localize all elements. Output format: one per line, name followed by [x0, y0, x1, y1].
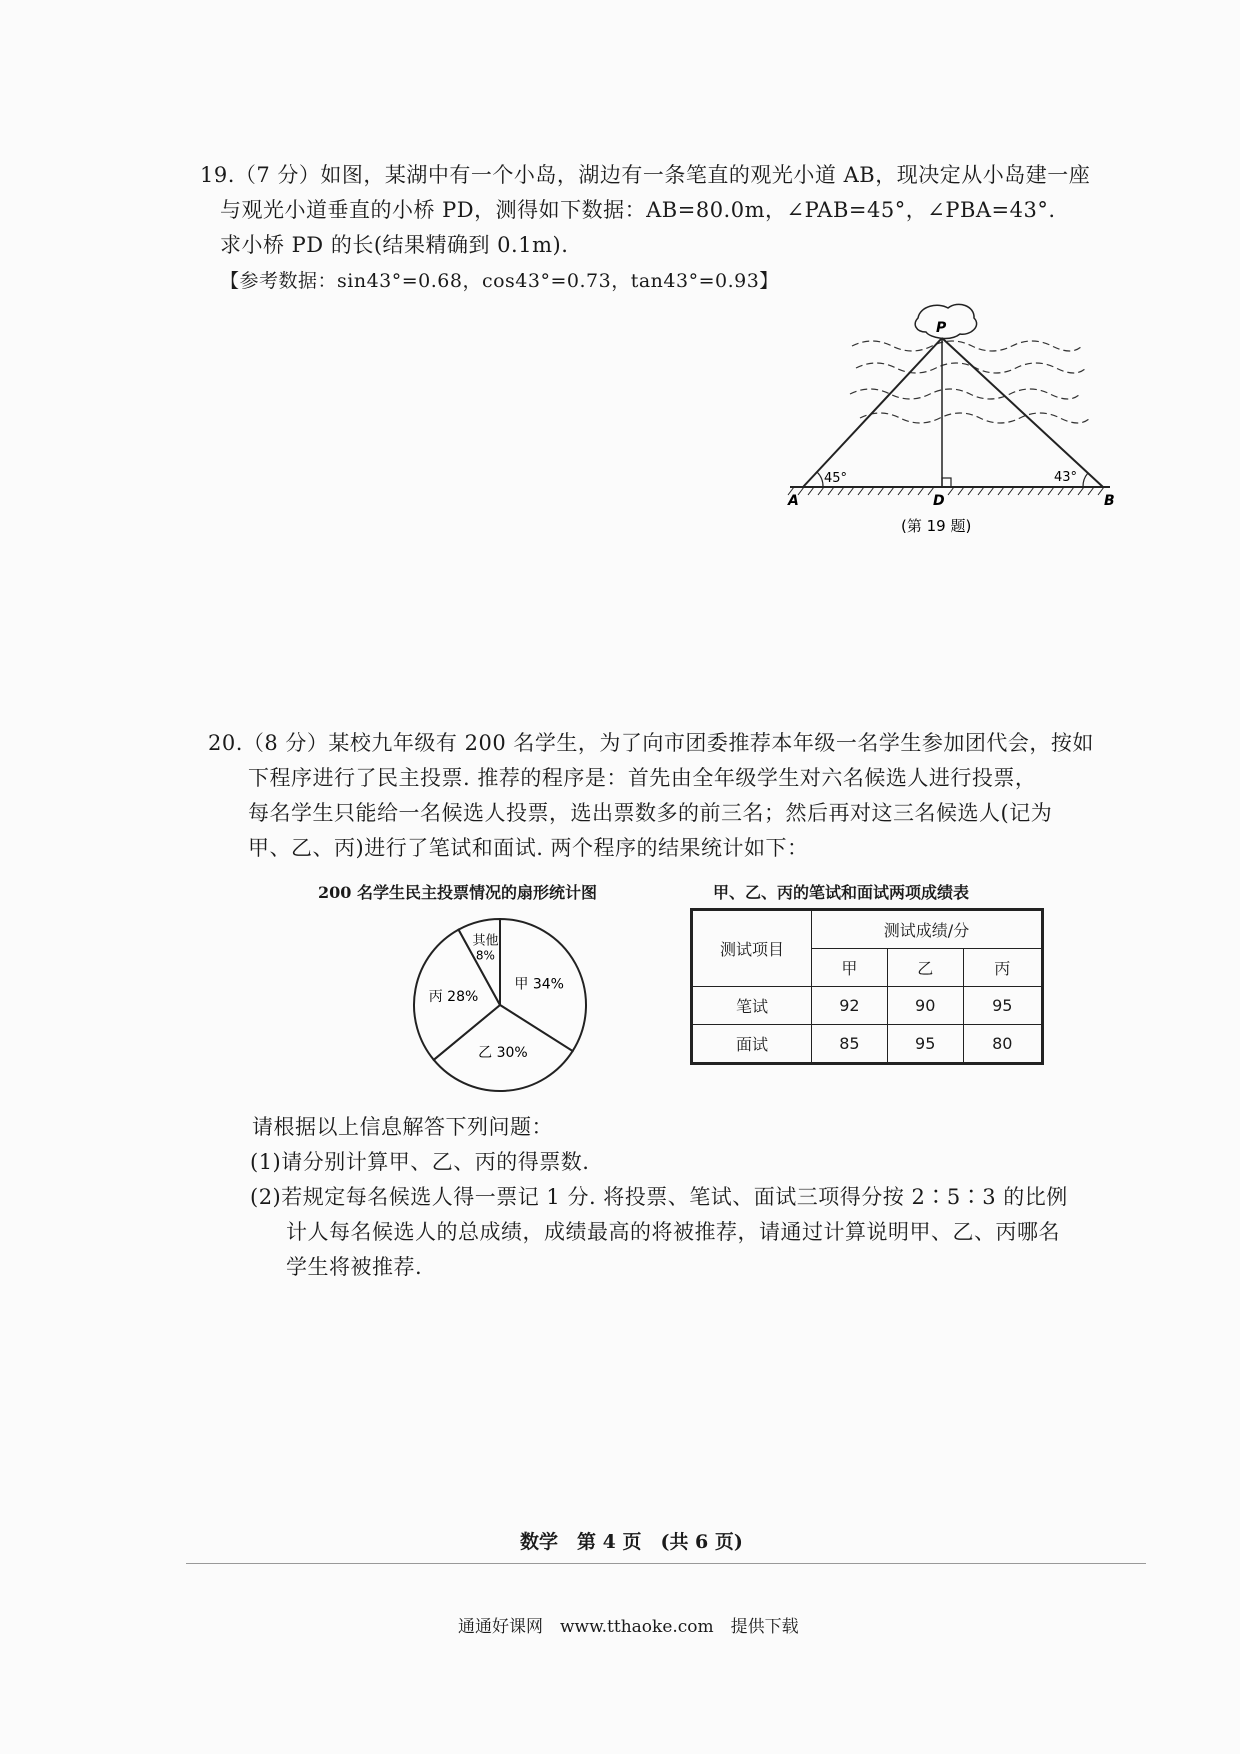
row-label: 面试 — [692, 1025, 812, 1064]
line-pa — [803, 338, 942, 487]
table-cell: 90 — [887, 987, 963, 1025]
pie-slice-label-2: 乙 30% — [478, 1045, 528, 1062]
wave-lines — [850, 341, 1090, 423]
right-angle-mark — [942, 478, 951, 487]
footer-site: 通通好课网 www.tthaoke.com 提供下载 — [458, 1617, 799, 1637]
table-row — [692, 987, 1043, 1025]
label-p: P — [936, 320, 947, 336]
candidate-header: 乙 — [887, 949, 963, 987]
footer-divider — [186, 1563, 1146, 1564]
label-d: D — [933, 493, 945, 509]
angle-label-a: 45° — [824, 471, 848, 486]
q20-line-1: 20.（8 分）某校九年级有 200 名学生，为了向市团委推荐本年级一名学生参加团代会，按如 — [208, 731, 1094, 755]
pie-slice-label-3: 丙 28% — [428, 989, 479, 1006]
candidate-header: 甲 — [812, 949, 888, 987]
pie-title: 200 名学生民主投票情况的扇形统计图 — [318, 883, 597, 902]
q19-line-2: 与观光小道垂直的小桥 PD，测得如下数据：AB=80.0m，∠PAB=45°，∠PBA=43°. — [220, 198, 1056, 222]
table-title: 甲、乙、丙的笔试和面试两项成绩表 — [713, 883, 970, 902]
q20-line-3: 每名学生只能给一名候选人投票，选出票数多的前三名；然后再对这三名候选人(记为 — [248, 801, 1053, 825]
figure-caption: (第 19 题) — [901, 517, 972, 535]
page-number: 数学 第 4 页 (共 6 页) — [520, 1531, 743, 1553]
angle-arc-a — [817, 472, 823, 487]
table-cell: 92 — [812, 987, 888, 1025]
q20-question-1: (1)请分别计算甲、乙、丙的得票数. — [250, 1150, 590, 1174]
group-header: 测试成绩/分 — [812, 910, 1043, 949]
table-row — [692, 1025, 1043, 1064]
angle-label-b: 43° — [1054, 470, 1078, 485]
ground-hatching — [788, 487, 1104, 495]
q20-question-intro: 请根据以上信息解答下列问题： — [252, 1115, 553, 1139]
table-cell: 95 — [963, 987, 1042, 1025]
q19-figure — [770, 298, 1120, 548]
col-header: 测试项目 — [692, 910, 812, 987]
pie-chart — [400, 905, 600, 1105]
table-cell: 85 — [812, 1025, 888, 1064]
score-table — [690, 908, 1044, 1065]
label-a: A — [788, 493, 799, 509]
q20-question-2-end: 学生将被推荐. — [286, 1255, 423, 1279]
pie-slice-label-other: 其他 — [472, 933, 499, 949]
q20-line-2: 下程序进行了民主投票. 推荐的程序是：首先由全年级学生对六名候选人进行投票， — [248, 766, 1037, 790]
row-label: 笔试 — [692, 987, 812, 1025]
table-cell: 80 — [963, 1025, 1042, 1064]
q20-question-2: (2)若规定每名候选人得一票记 1 分. 将投票、笔试、面试三项得分按 2∶5∶3 的比例 — [250, 1185, 1068, 1209]
q19-reference: 【参考数据：sin43°=0.68，cos43°=0.73，tan43°=0.93】 — [220, 270, 779, 292]
q20-question-2-cont: 计人每名候选人的总成绩，成绩最高的将被推荐，请通过计算说明甲、乙、丙哪名 — [286, 1220, 1060, 1244]
label-b: B — [1104, 493, 1115, 509]
pie-slice-percent-other: 8% — [475, 948, 495, 963]
candidate-header: 丙 — [963, 949, 1042, 987]
table-cell: 95 — [887, 1025, 963, 1064]
q19-line-3: 求小桥 PD 的长(结果精确到 0.1m). — [220, 233, 569, 257]
q20-line-4: 甲、乙、丙)进行了笔试和面试. 两个程序的结果统计如下： — [248, 836, 809, 860]
q19-line-1: 19.（7 分）如图，某湖中有一个小岛，湖边有一条笔直的观光小道 AB，现决定从小岛建一座 — [200, 163, 1091, 187]
pie-slice-label-1: 甲 34% — [514, 976, 564, 993]
angle-arc-b — [1083, 473, 1088, 487]
line-pb — [942, 338, 1103, 487]
